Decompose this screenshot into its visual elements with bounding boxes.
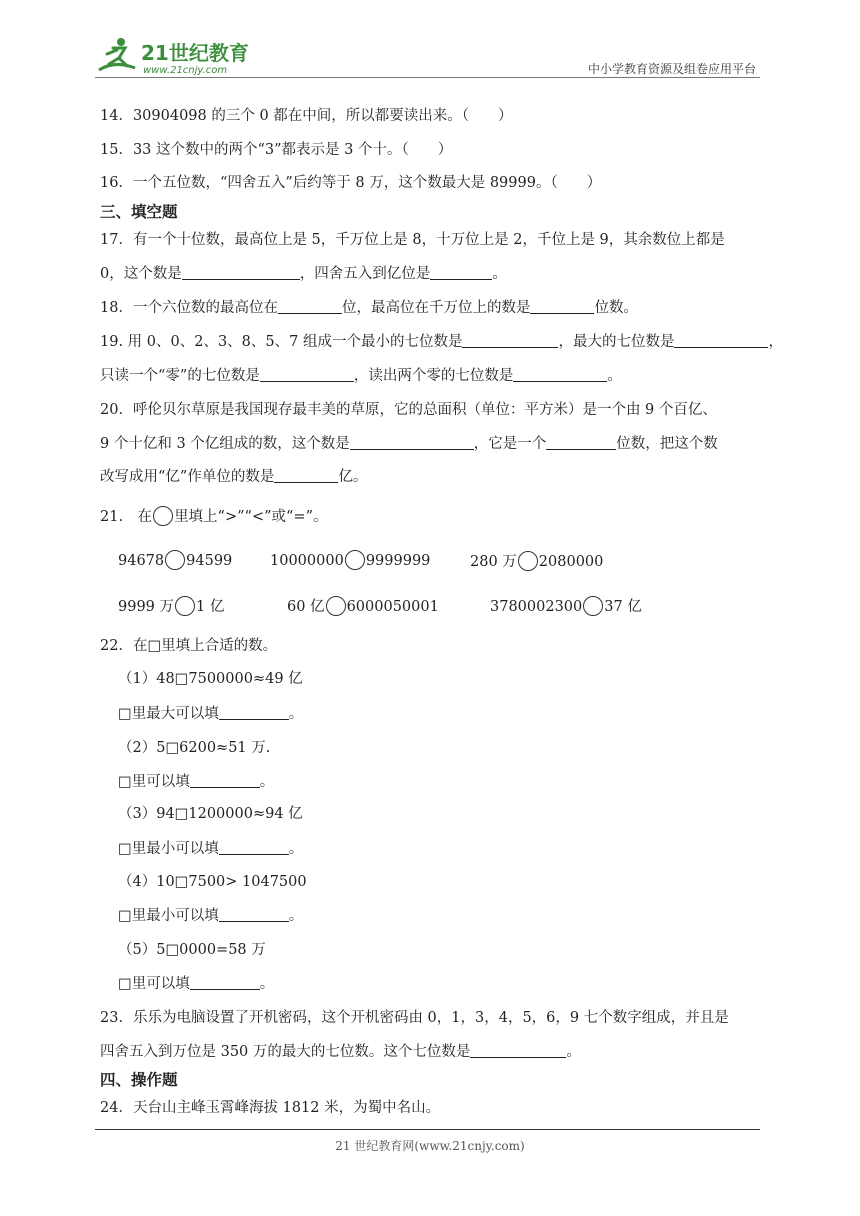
- q22-answer-4: [118, 906, 303, 926]
- q21-text-a: 21. 在: [100, 509, 153, 525]
- q19-text-a: 19. 用 0、0、2、3、8、5、7 组成一个最小的七位数是: [100, 334, 463, 350]
- answer-blank[interactable]: [513, 367, 607, 382]
- answer-blank[interactable]: [350, 435, 474, 450]
- compare-item: [270, 550, 430, 570]
- compare-left: 3780002300: [490, 599, 583, 615]
- q22-answer-label: □里可以填: [118, 976, 190, 992]
- compare-circle[interactable]: [583, 596, 603, 616]
- compare-left: 10000000: [270, 553, 344, 569]
- q23-text-b: 。: [566, 1044, 581, 1060]
- q22-expr-4: （4）10□7500> 1047500: [118, 874, 307, 890]
- question-18: [100, 298, 638, 318]
- q22-answer-label: □里最大可以填: [118, 706, 219, 722]
- compare-right: 1 亿: [196, 599, 225, 615]
- question-19-line2: [100, 366, 622, 386]
- q22-expr-3: （3）94□1200000≈94 亿: [118, 806, 303, 822]
- answer-blank[interactable]: [674, 333, 768, 348]
- question-20-line1: 20．呼伦贝尔草原是我国现存最丰美的草原，它的总面积（单位：平方米）是一个由 9 个百亿、: [100, 402, 717, 418]
- answer-blank[interactable]: [190, 975, 260, 990]
- q19-text-c: ，: [768, 334, 783, 350]
- compare-right: 37 亿: [604, 599, 642, 615]
- q22-answer-label: □里最小可以填: [118, 908, 219, 924]
- question-20-line3: [100, 467, 367, 487]
- q20-text-d: 改写成用“亿”作单位的数是: [100, 469, 275, 485]
- compare-left: 60 亿: [287, 599, 325, 615]
- answer-blank[interactable]: [190, 773, 260, 788]
- q20-text-c: 位数，把这个数: [616, 436, 718, 452]
- q22-expr-5: （5）5□0000=58 万: [118, 942, 266, 958]
- q22-answer-end: 。: [288, 841, 304, 857]
- compare-left: 94678: [118, 553, 165, 569]
- answer-blank[interactable]: [274, 468, 338, 483]
- footer-divider: [95, 1129, 760, 1130]
- question-19-line1: [100, 332, 783, 352]
- q22-expr-1: （1）48□7500000≈49 亿: [118, 671, 303, 687]
- q17-text-a: 0，这个数是: [100, 266, 182, 282]
- answer-blank[interactable]: [546, 435, 616, 450]
- circle-icon: [153, 506, 173, 526]
- section-fill-in: 三、填空题: [100, 203, 178, 221]
- answer-blank[interactable]: [182, 265, 300, 280]
- question-17-line1: 17．有一个十位数，最高位上是 5，千万位上是 8，十万位上是 2，千位上是 9，其余数位上都是: [100, 232, 725, 248]
- q20-text-b: ，它是一个: [473, 436, 547, 452]
- q17-text-b: ，四舍五入到亿位是: [299, 266, 431, 282]
- q22-answer-2: [118, 772, 274, 792]
- answer-blank[interactable]: [278, 299, 342, 314]
- question-23-line1: 23．乐乐为电脑设置了开机密码，这个开机密码由 0，1，3，4，5，6，9 七个数字组成，并且是: [100, 1010, 729, 1026]
- q22-answer-3: [118, 839, 303, 859]
- q18-text-b: 位，最高位在千万位上的数是: [341, 300, 531, 316]
- site-logo: [95, 34, 265, 78]
- header-tagline: 中小学教育资源及组卷应用平台: [587, 62, 756, 76]
- question-15: 15．33 这个数中的两个“3”都表示是 3 个十。（ ）: [100, 142, 453, 158]
- q22-answer-end: 。: [288, 706, 304, 722]
- answer-blank[interactable]: [260, 367, 354, 382]
- q22-answer-end: 。: [259, 774, 275, 790]
- question-14: 14．30904098 的三个 0 都在中间，所以都要读出来。（ ）: [100, 108, 513, 124]
- compare-circle[interactable]: [175, 596, 195, 616]
- page-header: [95, 34, 760, 78]
- q19-text-e: ，读出两个零的七位数是: [353, 368, 514, 384]
- q22-answer-label: □里最小可以填: [118, 841, 219, 857]
- logo-text: 21世纪教育: [141, 41, 249, 65]
- answer-blank[interactable]: [219, 705, 289, 720]
- q18-text-a: 18．一个六位数的最高位在: [100, 300, 278, 316]
- answer-blank[interactable]: [430, 265, 492, 280]
- page-footer: 21 世纪教育网(www.21cnjy.com): [335, 1139, 525, 1153]
- q22-answer-label: □里可以填: [118, 774, 190, 790]
- q20-text-e: 亿。: [338, 469, 368, 485]
- compare-circle[interactable]: [345, 550, 365, 570]
- q19-text-f: 。: [607, 368, 622, 384]
- section-operation: 四、操作题: [100, 1071, 178, 1089]
- compare-right: 6000050001: [346, 599, 439, 615]
- compare-right: 9999999: [365, 553, 431, 569]
- q18-text-c: 位数。: [594, 300, 638, 316]
- question-17-line2: [100, 264, 507, 284]
- q19-text-b: ，最大的七位数是: [558, 334, 675, 350]
- q20-text-a: 9 个十亿和 3 个亿组成的数，这个数是: [100, 436, 350, 452]
- compare-item: [470, 550, 603, 571]
- compare-item: [118, 595, 224, 616]
- answer-blank[interactable]: [219, 907, 289, 922]
- q17-text-c: 。: [492, 266, 507, 282]
- q22-answer-5: [118, 974, 274, 994]
- header-divider: [95, 77, 760, 78]
- compare-right: 94599: [186, 553, 233, 569]
- logo-url: www.21cnjy.com: [143, 65, 228, 76]
- q22-expr-2: （2）5□6200≈51 万.: [118, 740, 271, 756]
- compare-item: [287, 595, 439, 616]
- question-22-title: 22．在□里填上合适的数。: [100, 638, 278, 654]
- q22-answer-1: [118, 704, 303, 724]
- question-24: 24．天台山主峰玉霄峰海拔 1812 米，为蜀中名山。: [100, 1100, 441, 1116]
- compare-circle[interactable]: [326, 596, 346, 616]
- q22-answer-end: 。: [259, 976, 275, 992]
- question-21-title: [100, 506, 328, 527]
- compare-right: 2080000: [538, 554, 604, 570]
- compare-left: 280 万: [470, 554, 517, 570]
- answer-blank[interactable]: [219, 840, 289, 855]
- compare-item: [490, 595, 642, 616]
- q21-text-b: 里填上“>”“<”或“=”。: [174, 509, 328, 525]
- answer-blank[interactable]: [462, 333, 558, 348]
- q22-answer-end: 。: [288, 908, 304, 924]
- answer-blank[interactable]: [470, 1043, 566, 1058]
- compare-left: 9999 万: [118, 599, 175, 615]
- q19-text-d: 只读一个“零”的七位数是: [100, 368, 260, 384]
- answer-blank[interactable]: [530, 299, 594, 314]
- q23-text-a: 四舍五入到万位是 350 万的最大的七位数。这个七位数是: [100, 1044, 471, 1060]
- compare-circle[interactable]: [165, 550, 185, 570]
- compare-item: [118, 550, 232, 570]
- question-20-line2: [100, 434, 718, 454]
- question-16: 16．一个五位数，“四舍五入”后约等于 8 万，这个数最大是 89999。（ ）: [100, 175, 602, 191]
- compare-circle[interactable]: [518, 551, 538, 571]
- question-23-line2: [100, 1042, 581, 1062]
